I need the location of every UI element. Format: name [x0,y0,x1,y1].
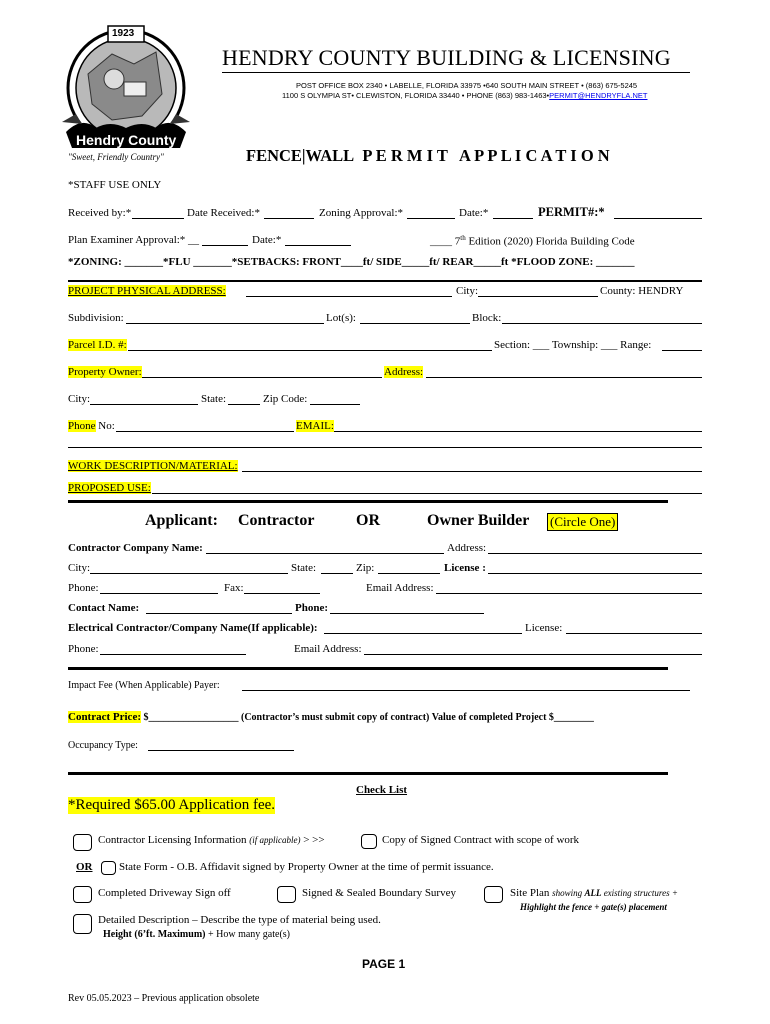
page-number: PAGE 1 [362,957,406,971]
seal-name: Hendry County [76,132,177,148]
form-title [246,146,610,166]
electrical-contractor-field[interactable] [324,633,522,634]
zoning-approval-label: Zoning Approval:* [319,207,404,219]
gates-count: + How many gate(s) [205,929,290,940]
required-fee-note: *Required $65.00 Application fee. [68,797,276,813]
contractor-fax-label: Fax: [224,582,244,594]
contractor-company-label: Contractor Company Name: [68,542,203,554]
contact-phone-field[interactable] [330,613,484,614]
checklist-item-state-form: State Form - O.B. Affidavit signed by Property Owner at the time of permit issuance. [119,861,494,873]
electrical-phone-field[interactable] [100,654,246,655]
parcel-id-label: Parcel I.D. #: [68,339,127,351]
received-by-label: Received by:* [68,207,132,219]
date-received-label: Date Received:* [187,207,260,219]
item1-text: Contractor Licensing Information [98,834,247,846]
lots-field[interactable] [360,323,470,324]
electrical-license-field[interactable] [566,633,702,634]
subdivision-label: Subdivision: [68,312,124,324]
permit-number-label: PERMIT#:* [538,205,605,219]
work-description-label: WORK DESCRIPTION/MATERIAL: [68,460,238,472]
form-title-fence-wall: FENCE|WALL [246,146,355,165]
applicant-label: Applicant: [145,512,218,529]
date-1-label: Date:* [459,207,489,219]
height-max: Height (6’ft. Maximum) [103,929,206,940]
edition-suffix: Edition (2020) Florida Building Code [465,235,635,248]
form-title-permit-application: P E R M I T A P P L I C A T I O N [362,146,610,165]
contract-price-label: Contract Price: [68,711,141,723]
owner-email-label: EMAIL: [296,420,334,432]
zoning-approval-field[interactable] [407,218,455,219]
agency-address-line-1: POST OFFICE BOX 2340 • LABELLE, FLORIDA 33975 •640 SOUTH MAIN STREET • (863) 675-5245 [296,81,638,90]
phone-highlight: Phone [68,420,96,432]
plan-examiner-label: Plan Examiner Approval:* __ [68,234,200,246]
contract-price-rest: $__________________ (Contractor’s must submit copy of contract) Value of completed Project $________ [141,712,594,723]
checkbox-signed-contract[interactable] [361,834,377,849]
date-2-label: Date:* [252,234,282,246]
contact-phone-label: Phone: [295,602,328,614]
building-code-edition [430,234,635,248]
owner-phone-field[interactable] [116,431,294,432]
property-owner-field[interactable] [142,377,382,378]
checkbox-detailed-description[interactable] [73,914,92,934]
impact-fee-field[interactable] [242,690,690,691]
contractor-city-label: City: [68,562,91,574]
date-received-field[interactable] [264,218,314,219]
checklist-item-height-gates [103,929,290,940]
checkbox-driveway-signoff[interactable] [73,886,92,903]
subdivision-field[interactable] [126,323,324,324]
electrical-phone-label: Phone: [68,643,99,655]
block-field[interactable] [502,323,702,324]
owner-zip-field[interactable] [310,404,360,405]
site-plan-note-c: existing structures + [601,888,678,898]
address-line-2-text: 1100 S OLYMPIA ST• CLEWISTON, FLORIDA 33440 • PHONE (863) 983-1463• [282,91,550,100]
checklist-item-driveway-signoff: Completed Driveway Sign off [98,887,231,899]
site-plan-note-line-2: Highlight the fence + gate(s) placement [520,902,667,912]
owner-address-field[interactable] [426,377,702,378]
item1-arrows: > >> [300,834,325,846]
contractor-zip-field[interactable] [378,573,440,574]
block-label: Block: [472,312,502,324]
permit-number-field[interactable] [614,218,702,219]
occupancy-type-field[interactable] [148,750,294,751]
contractor-email-field[interactable] [436,593,702,594]
checkbox-state-form[interactable] [101,861,116,875]
contractor-zip-label: Zip: [356,562,375,574]
project-city-field[interactable] [478,296,598,297]
checklist-or-label: OR [76,861,93,873]
electrical-contractor-label: Electrical Contractor/Company Name(If applicable): [68,622,318,634]
owner-email-field[interactable] [334,431,702,432]
date-1-field[interactable] [493,218,533,219]
applicant-or: OR [356,512,380,529]
checkbox-contractor-licensing[interactable] [73,834,92,851]
owner-address-label: Address: [384,366,424,378]
plan-examiner-field[interactable] [202,245,248,246]
phone-rest: No: [95,420,115,432]
circle-one-note: (Circle One) [547,513,618,531]
revision-note: Rev 05.05.2023 – Previous application obsolete [68,993,260,1004]
contractor-email-label: Email Address: [366,582,434,594]
contractor-license-field[interactable] [488,573,702,574]
owner-city-field[interactable] [90,404,198,405]
received-by-field[interactable] [132,218,184,219]
contractor-address-label: Address: [447,542,487,554]
proposed-use-label: PROPOSED USE: [68,482,151,494]
edition-sup: th [460,234,466,242]
electrical-email-field[interactable] [364,654,702,655]
contact-name-label: Contact Name: [68,602,140,614]
contractor-address-field[interactable] [488,553,702,554]
permit-email-link[interactable]: PERMIT@HENDRYFLA.NET [549,91,648,100]
property-owner-label: Property Owner: [68,366,142,378]
county-label: County: HENDRY [600,285,684,297]
checklist-item-signed-contract: Copy of Signed Contract with scope of work [382,834,580,846]
contractor-phone-field[interactable] [100,593,218,594]
zoning-setbacks-row: *ZONING: _______*FLU _______*SETBACKS: FRONT____ft/ SIDE_____ft/ REAR_____ft *FLOOD ZONE: _______ [68,256,635,268]
owner-city-label: City: [68,393,91,405]
agency-address-line-2 [282,91,648,100]
contract-price-row [68,711,594,723]
applicant-owner-builder-option[interactable]: Owner Builder [427,512,530,529]
contractor-fax-field[interactable] [244,593,320,594]
staff-use-heading: *STAFF USE ONLY [68,179,162,191]
site-plan-note-b: ALL [584,888,602,898]
checkbox-site-plan[interactable] [484,886,503,903]
contractor-state-label: State: [291,562,317,574]
work-description-field[interactable] [242,471,702,472]
project-city-label: City: [456,285,479,297]
owner-state-field[interactable] [228,404,260,405]
owner-state-label: State: [201,393,227,405]
seal-year: 1923 [112,28,135,39]
contractor-city-field[interactable] [90,573,288,574]
checklist-item-contractor-licensing [98,834,325,846]
date-2-field[interactable] [285,245,351,246]
checkbox-boundary-survey[interactable] [277,886,296,903]
project-address-field[interactable] [246,296,452,297]
range-field[interactable] [662,350,702,351]
checklist-heading: Check List [356,784,408,796]
parcel-id-field[interactable] [128,350,492,351]
applicant-contractor-option[interactable]: Contractor [238,512,315,529]
item1-note: (if applicable) [249,835,301,845]
electrical-email-label: Email Address: [294,643,362,655]
project-address-label: PROJECT PHYSICAL ADDRESS: [68,285,226,297]
edition-prefix: ____ 7 [430,235,461,248]
county-seal-logo [62,24,190,169]
agency-title: HENDRY COUNTY BUILDING & LICENSING [222,45,671,70]
impact-fee-label: Impact Fee (When Applicable) Payer: [68,680,220,691]
site-plan-label: Site Plan [510,887,550,899]
occupancy-type-label: Occupancy Type: [68,740,138,751]
electrical-license-label: License: [525,622,563,634]
contractor-phone-label: Phone: [68,582,99,594]
contractor-company-field[interactable] [206,553,444,554]
contractor-license-label: License : [444,562,486,574]
owner-zip-label: Zip Code: [263,393,308,405]
owner-phone-label [68,420,115,432]
checklist-item-boundary-survey: Signed & Sealed Boundary Survey [302,887,456,899]
seal-motto: "Sweet, Friendly Country" [68,152,164,162]
site-plan-note-a: showing [552,888,585,898]
contact-name-field[interactable] [146,613,292,614]
checklist-item-detailed-description: Detailed Description – Describe the type of material being used. [98,914,381,926]
checklist-item-site-plan [510,887,678,899]
proposed-use-field[interactable] [152,493,702,494]
contractor-state-field[interactable] [321,573,353,574]
lots-label: Lot(s): [326,312,356,324]
section-township-range-label: Section: ___ Township: ___ Range: [494,339,652,351]
